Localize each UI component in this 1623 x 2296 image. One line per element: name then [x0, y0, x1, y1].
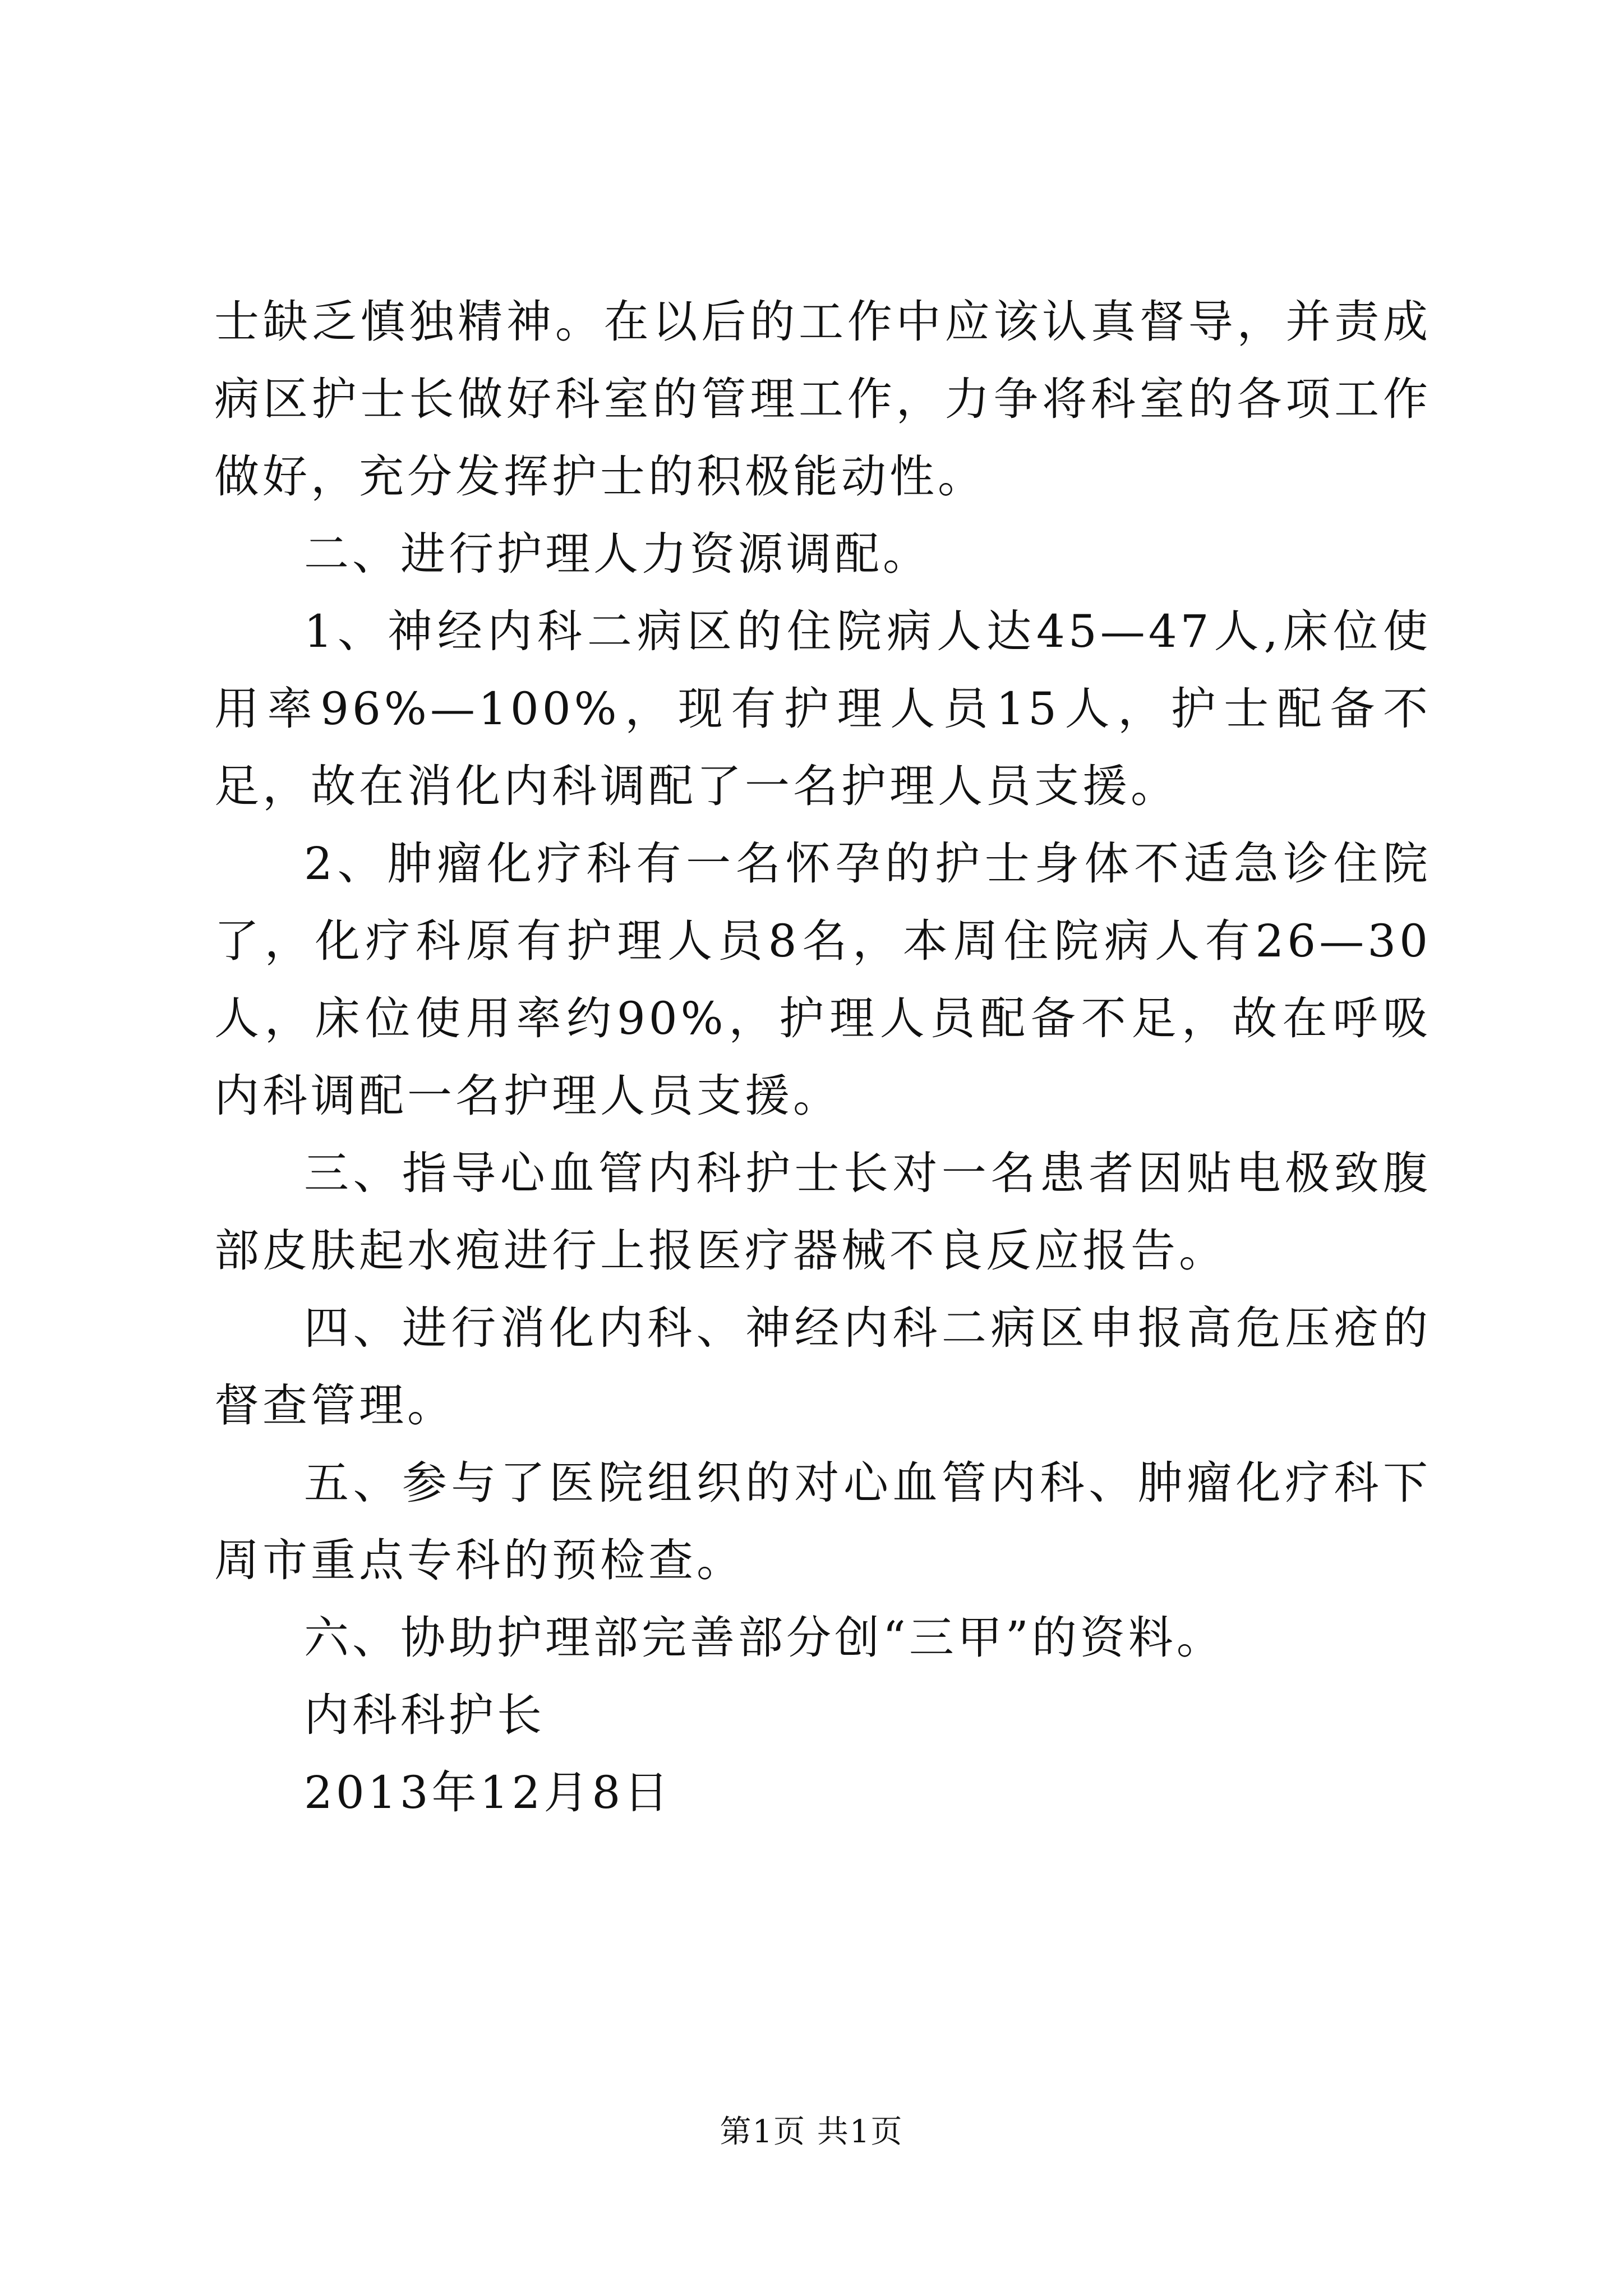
document-body [214, 283, 1431, 1832]
section-heading-3: 三、指导心血管内科护士长对一名患者因贴电极致腹部皮肤起水疱进行上报医疗器械不良反应报告。 [214, 1147, 1431, 1277]
paragraph-item-2: 2、肿瘤化疗科有一名怀孕的护士身体不适急诊住院了，化疗科原有护理人员8名，本周住院病人有26—30人，床位使用率约90%，护理人员配备不足，故在呼吸内科调配一名护理人员支援。 [214, 838, 1431, 1122]
section-heading-5: 五、参与了医院组织的对心血管内科、肿瘤化疗科下周市重点专科的预检查。 [214, 1457, 1431, 1586]
paragraph-item-1: 1、神经内科二病区的住院病人达45—47人,床位使用率96%—100%，现有护理人员15人，护士配备不足，故在消化内科调配了一名护理人员支援。 [214, 605, 1431, 812]
section-heading-2: 二、进行护理人力资源调配。 [304, 528, 931, 580]
section-heading-6: 六、协助护理部完善部分创“三甲”的资料。 [304, 1612, 1225, 1664]
section-heading-4: 四、进行消化内科、神经内科二病区申报高危压疮的督查管理。 [214, 1302, 1431, 1432]
date: 2013年12月8日 [304, 1766, 672, 1819]
paragraph-continuation: 士缺乏慎独精神。在以后的工作中应该认真督导，并责成病区护士长做好科室的管理工作，力争将科室的各项工作做好，充分发挥护士的积极能动性。 [214, 296, 1431, 503]
page-footer: 第1页 共1页 [720, 2114, 903, 2150]
signature: 内科科护长 [304, 1689, 545, 1741]
